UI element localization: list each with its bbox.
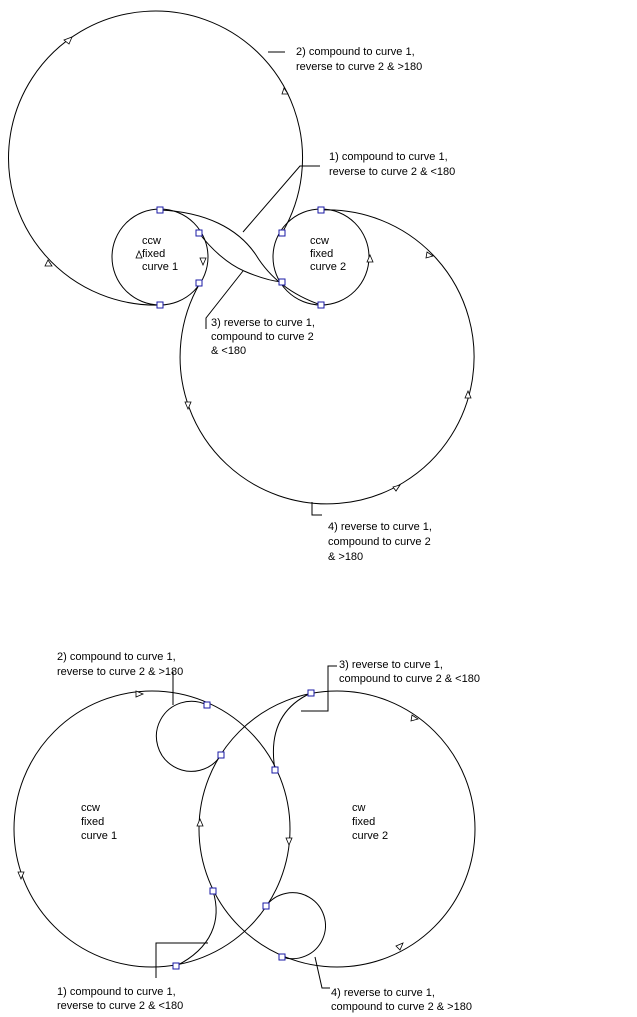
bottom-label-4: 4) reverse to curve 1, compound to curve 2 & >180 [331, 987, 472, 1013]
top-grip[interactable] [196, 280, 202, 286]
bottom-small-loop-2 [156, 701, 221, 771]
bottom-leader-3 [301, 666, 337, 711]
top-label-4: 4) reverse to curve 1, compound to curve 2 & >180 [328, 521, 432, 563]
bottom-direction-arrow-icon [197, 819, 203, 826]
bottom-label-3: 3) reverse to curve 1, compound to curve 2 & <180 [339, 659, 480, 685]
top-diagram [9, 11, 475, 563]
bottom-grip[interactable] [308, 690, 314, 696]
top-grip[interactable] [318, 302, 324, 308]
bottom-hook-1 [176, 891, 216, 966]
top-direction-arrow-icon [426, 252, 433, 258]
top-fixed-curve-2-label: ccw fixed curve 2 [310, 235, 347, 273]
bottom-fixed-curve-2-circle [199, 691, 475, 967]
bottom-grip[interactable] [279, 954, 285, 960]
top-leader-1 [243, 166, 320, 232]
top-label-2: 2) compound to curve 1, reverse to curve 2 & >180 [296, 46, 423, 73]
top-grip[interactable] [279, 230, 285, 236]
top-direction-arrow-icon [185, 402, 191, 409]
bottom-small-loop-4 [266, 893, 325, 959]
bottom-grip[interactable] [218, 752, 224, 758]
bottom-hook-3 [273, 693, 311, 770]
bottom-fixed-curve-1-circle [14, 691, 290, 967]
top-grip[interactable] [318, 207, 324, 213]
bottom-fixed-curve-1-label: ccw fixed curve 1 [81, 802, 118, 842]
top-grip[interactable] [196, 230, 202, 236]
bottom-grip[interactable] [263, 903, 269, 909]
bottom-diagram [14, 651, 480, 1013]
bottom-direction-arrow-icon [411, 715, 418, 721]
top-direction-arrow-icon [282, 88, 288, 94]
bottom-grip[interactable] [173, 963, 179, 969]
top-s-curve-1 [160, 210, 321, 305]
top-grip[interactable] [279, 279, 285, 285]
top-direction-arrow-icon [393, 485, 400, 491]
bottom-leader-4 [315, 957, 330, 988]
top-grip[interactable] [157, 207, 163, 213]
bottom-label-1: 1) compound to curve 1, reverse to curve 2 & <180 [57, 986, 184, 1012]
top-direction-arrow-icon [64, 37, 72, 44]
bottom-direction-arrow-icon [286, 838, 292, 845]
bottom-grip[interactable] [272, 767, 278, 773]
top-label-1: 1) compound to curve 1, reverse to curve 2 & <180 [329, 151, 456, 178]
top-label-3: 3) reverse to curve 1, compound to curve 2 & <180 [211, 317, 315, 357]
bottom-label-2: 2) compound to curve 1, reverse to curve 2 & >180 [57, 651, 184, 678]
top-grip[interactable] [157, 302, 163, 308]
bottom-direction-arrow-icon [396, 943, 403, 950]
top-direction-arrow-icon [367, 255, 373, 262]
top-fixed-curve-1-label: ccw fixed curve 1 [142, 235, 179, 273]
bottom-fixed-curve-2-label: cw fixed curve 2 [352, 802, 389, 842]
top-direction-arrow-icon [200, 258, 206, 265]
bottom-grip[interactable] [204, 702, 210, 708]
bottom-grip[interactable] [210, 888, 216, 894]
